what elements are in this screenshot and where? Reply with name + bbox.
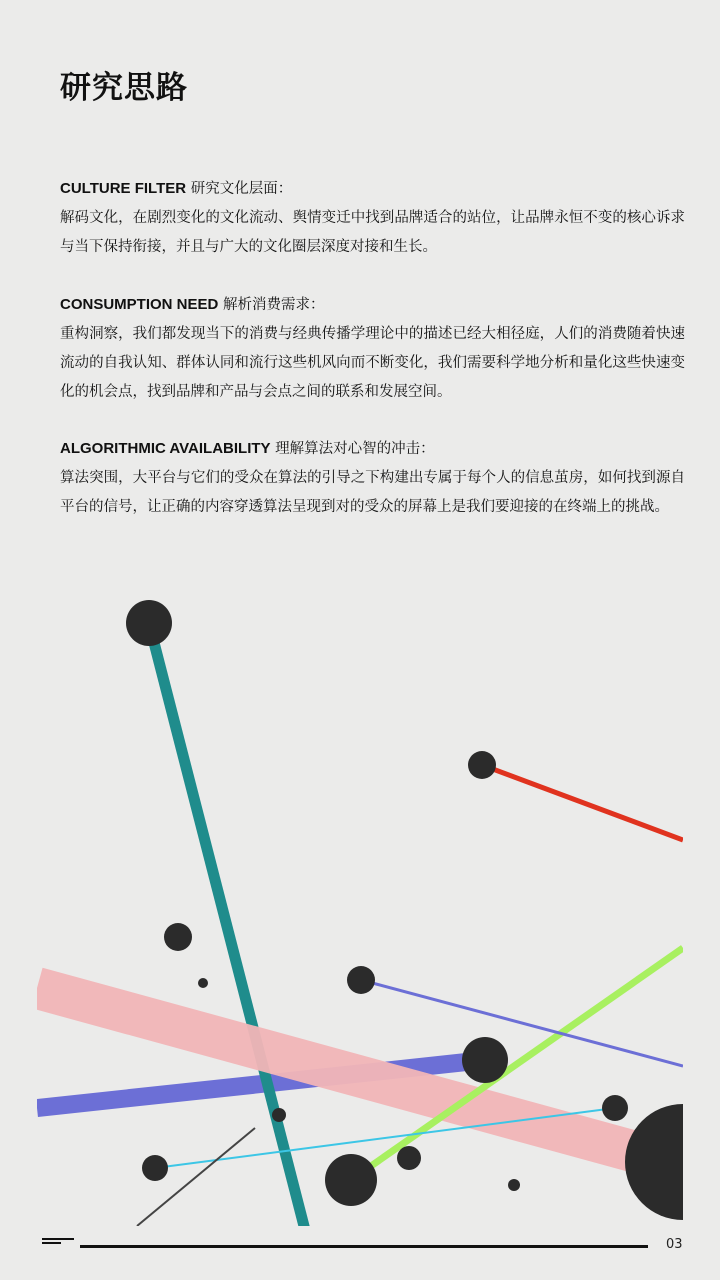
section-heading	[60, 434, 685, 464]
dot	[397, 1146, 421, 1170]
footer-divider	[80, 1245, 648, 1248]
footer-logo	[42, 1238, 74, 1246]
section-culture-filter	[60, 174, 685, 262]
dot	[602, 1095, 628, 1121]
section-heading-cn: 理解算法对心智的冲击：	[275, 441, 435, 457]
section-heading-cn: 解析消费需求：	[222, 297, 325, 313]
dot	[468, 751, 496, 779]
section-algorithmic-availability	[60, 434, 685, 522]
dot	[462, 1037, 508, 1083]
section-body: 算法突围，大平台与它们的受众在算法的引导之下构建出专属于每个人的信息茧房，如何找到源自平台的信号，让正确的内容穿透算法呈现到对的受众的屏幕上是我们要迎接的在终端上的挑战。	[60, 470, 685, 515]
dot	[272, 1108, 286, 1122]
dot	[325, 1154, 377, 1206]
section-consumption-need	[60, 290, 685, 407]
section-heading-en: ALGORITHMIC AVAILABILITY	[60, 440, 271, 457]
dot	[126, 600, 172, 646]
dot	[164, 923, 192, 951]
abstract-lines-illustration	[37, 590, 683, 1226]
section-heading-en: CONSUMPTION NEED	[60, 296, 219, 313]
section-body: 重构洞察，我们都发现当下的消费与经典传播学理论中的描述已经大相径庭，人们的消费随着快速流动的自我认知、群体认同和流行这些机风向而不断变化，我们需要科学地分析和量化这些快速变化的机会点，找到品牌和产品与会点之间的联系和发展空间。	[60, 326, 685, 400]
page-number: 03	[666, 1237, 683, 1252]
red-line	[482, 765, 683, 840]
dot	[508, 1179, 520, 1191]
section-heading-en: CULTURE FILTER	[60, 180, 187, 197]
section-heading-cn: 研究文化层面：	[190, 181, 293, 197]
dot	[347, 966, 375, 994]
purple-thin-line	[361, 980, 683, 1066]
page-title: 研究思路	[60, 70, 188, 106]
dot	[625, 1104, 683, 1220]
section-heading	[60, 174, 685, 204]
section-heading	[60, 290, 685, 320]
dot	[198, 978, 208, 988]
section-body: 解码文化，在剧烈变化的文化流动、舆情变迁中找到品牌适合的站位，让品牌永恒不变的核心诉求与当下保持衔接，并且与广大的文化圈层深度对接和生长。	[60, 210, 685, 255]
dot	[142, 1155, 168, 1181]
